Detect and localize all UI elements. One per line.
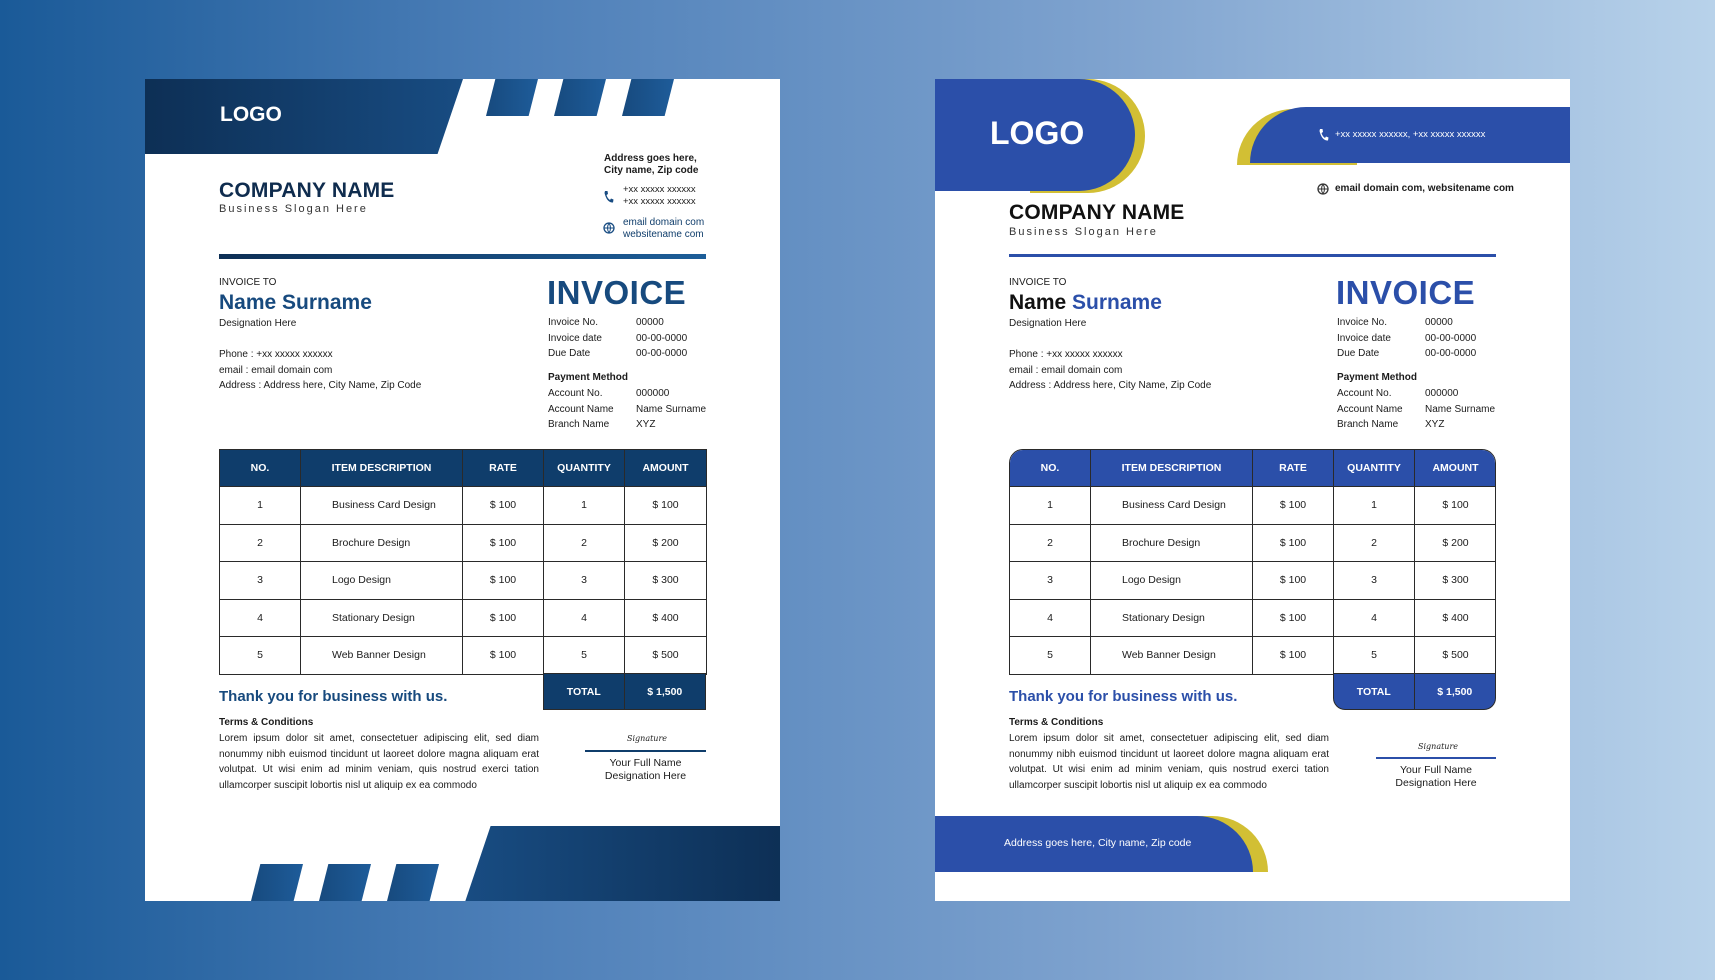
company-address: Address goes here, City name, Zip code — [604, 153, 699, 176]
payment-heading: Payment Method — [1337, 372, 1418, 383]
divider — [1009, 254, 1496, 257]
footer-stripe — [251, 864, 303, 901]
col-no: NO. — [1010, 450, 1091, 487]
company-web: email domain com, websitename com — [1335, 183, 1514, 194]
client-contact: Phone : +xx xxxxx xxxxxx email : email domain com Address : Address here, City Name, Zip Code — [219, 349, 422, 391]
col-desc: ITEM DESCRIPTION — [301, 450, 463, 487]
invoice-meta: Invoice No. 00000 Invoice date 00-00-0000 Due Date 00-00-0000 — [1337, 317, 1477, 359]
client-name: Name Surname — [1009, 291, 1162, 314]
total-label: TOTAL — [544, 674, 625, 709]
header-stripe — [622, 79, 674, 116]
invoice-title: INVOICE — [1336, 274, 1476, 311]
phone-icon — [1318, 128, 1329, 142]
client-name: Name Surname — [219, 291, 372, 314]
table-row: 3 Logo Design $ 100 3 $ 300 — [220, 562, 707, 600]
signature-line — [585, 750, 706, 752]
signer: Your Full Name Designation Here — [1395, 764, 1477, 789]
signature-line — [1376, 757, 1496, 759]
logo: LOGO — [990, 115, 1085, 151]
signature: Signature — [627, 734, 668, 743]
footer-stripe — [387, 864, 439, 901]
col-desc: ITEM DESCRIPTION — [1091, 450, 1253, 487]
total-label: TOTAL — [1334, 674, 1415, 709]
col-rate: RATE — [1253, 450, 1334, 487]
globe-icon — [1317, 183, 1329, 195]
payment-heading: Payment Method — [548, 372, 629, 383]
company-slogan: Business Slogan Here — [1009, 226, 1158, 238]
company-name: COMPANY NAME — [219, 179, 395, 202]
payment-details: Account No. 000000 Account Name Name Surname Branch Name XYZ — [548, 388, 707, 430]
table-header — [220, 450, 707, 487]
header-stripe — [554, 79, 606, 116]
col-no: NO. — [220, 450, 301, 487]
company-slogan: Business Slogan Here — [219, 203, 368, 215]
col-qty: QUANTITY — [1334, 450, 1415, 487]
total-box — [543, 673, 706, 710]
company-phones: +xx xxxxx xxxxxx, +xx xxxxx xxxxxx — [1335, 129, 1486, 140]
invoice-template-royal — [935, 79, 1570, 901]
table-row: 1 Business Card Design $ 100 1 $ 100 — [220, 487, 707, 525]
header-stripe — [486, 79, 538, 116]
phone-icon — [603, 190, 614, 204]
table-row: 4 Stationary Design $ 100 4 $ 400 — [220, 599, 707, 637]
footer-band — [465, 826, 780, 901]
total-box — [1333, 673, 1496, 710]
items-table — [1009, 449, 1496, 675]
total-value: $ 1,500 — [1437, 685, 1473, 698]
table-row: 2 Brochure Design $ 100 2 $ 200 — [220, 524, 707, 562]
table-header — [1010, 450, 1497, 487]
client-designation: Designation Here — [219, 318, 297, 329]
signer: Your Full Name Designation Here — [604, 757, 687, 782]
table-row: 1 Business Card Design $ 100 1 $ 100 — [1010, 487, 1497, 525]
table-row: 3 Logo Design $ 100 3 $ 300 — [1010, 562, 1497, 600]
items-table-frame — [1009, 449, 1496, 675]
footer-address: Address goes here, City name, Zip code — [1004, 837, 1192, 849]
terms-text: Lorem ipsum dolor sit amet, consectetuer adipiscing elit, sed diam nonummy nibh euismod tincidunt ut laoreet dolore magna aliquam erat volutpat. Ut wisi enim ad minim veniam, quis nostrud exerci tation ullamcorper suscipit lobortis nisl ut aliquip ex ea commodo — [219, 733, 539, 791]
thank-you-note: Thank you for business with us. — [219, 688, 448, 705]
total-value: $ 1,500 — [647, 685, 683, 698]
header-band — [145, 79, 463, 154]
company-phones: +xx xxxxx xxxxxx +xx xxxxx xxxxxx — [623, 184, 696, 207]
company-name: COMPANY NAME — [1009, 201, 1185, 224]
col-amount: AMOUNT — [625, 450, 707, 487]
table-row: 5 Web Banner Design $ 100 5 $ 500 — [220, 637, 707, 675]
invoice-to-label: INVOICE TO — [219, 277, 277, 288]
col-rate: RATE — [463, 450, 544, 487]
col-qty: QUANTITY — [544, 450, 625, 487]
invoice-meta: Invoice No. 00000 Invoice date 00-00-0000 Due Date 00-00-0000 — [548, 317, 688, 359]
company-web: email domain com websitename com — [623, 217, 705, 240]
footer-stripe — [319, 864, 371, 901]
logo: LOGO — [220, 103, 282, 126]
items-table — [219, 449, 707, 675]
terms-text: Lorem ipsum dolor sit amet, consectetuer adipiscing elit, sed diam nonummy nibh euismod tincidunt ut laoreet dolore magna aliquam erat volutpat. Ut wisi enim ad minim veniam, quis nostrud exerci tation ullamcorper suscipit lobortis nisl ut aliquip ex ea commodo — [1009, 733, 1329, 791]
table-row: 2 Brochure Design $ 100 2 $ 200 — [1010, 524, 1497, 562]
globe-icon — [603, 222, 615, 234]
invoice-template-navy — [145, 79, 780, 901]
terms-heading: Terms & Conditions — [219, 717, 314, 728]
payment-details: Account No. 000000 Account Name Name Surname Branch Name XYZ — [1337, 388, 1496, 430]
invoice-title: INVOICE — [547, 274, 687, 311]
divider — [219, 254, 706, 259]
invoice-to-label: INVOICE TO — [1009, 277, 1067, 288]
terms-heading: Terms & Conditions — [1009, 717, 1104, 728]
thank-you-note: Thank you for business with us. — [1009, 688, 1238, 705]
table-row: 4 Stationary Design $ 100 4 $ 400 — [1010, 599, 1497, 637]
signature: Signature — [1418, 742, 1459, 751]
client-designation: Designation Here — [1009, 318, 1087, 329]
table-row: 5 Web Banner Design $ 100 5 $ 500 — [1010, 637, 1497, 675]
col-amount: AMOUNT — [1415, 450, 1497, 487]
client-contact: Phone : +xx xxxxx xxxxxx email : email domain com Address : Address here, City Name, Zip Code — [1009, 349, 1212, 391]
